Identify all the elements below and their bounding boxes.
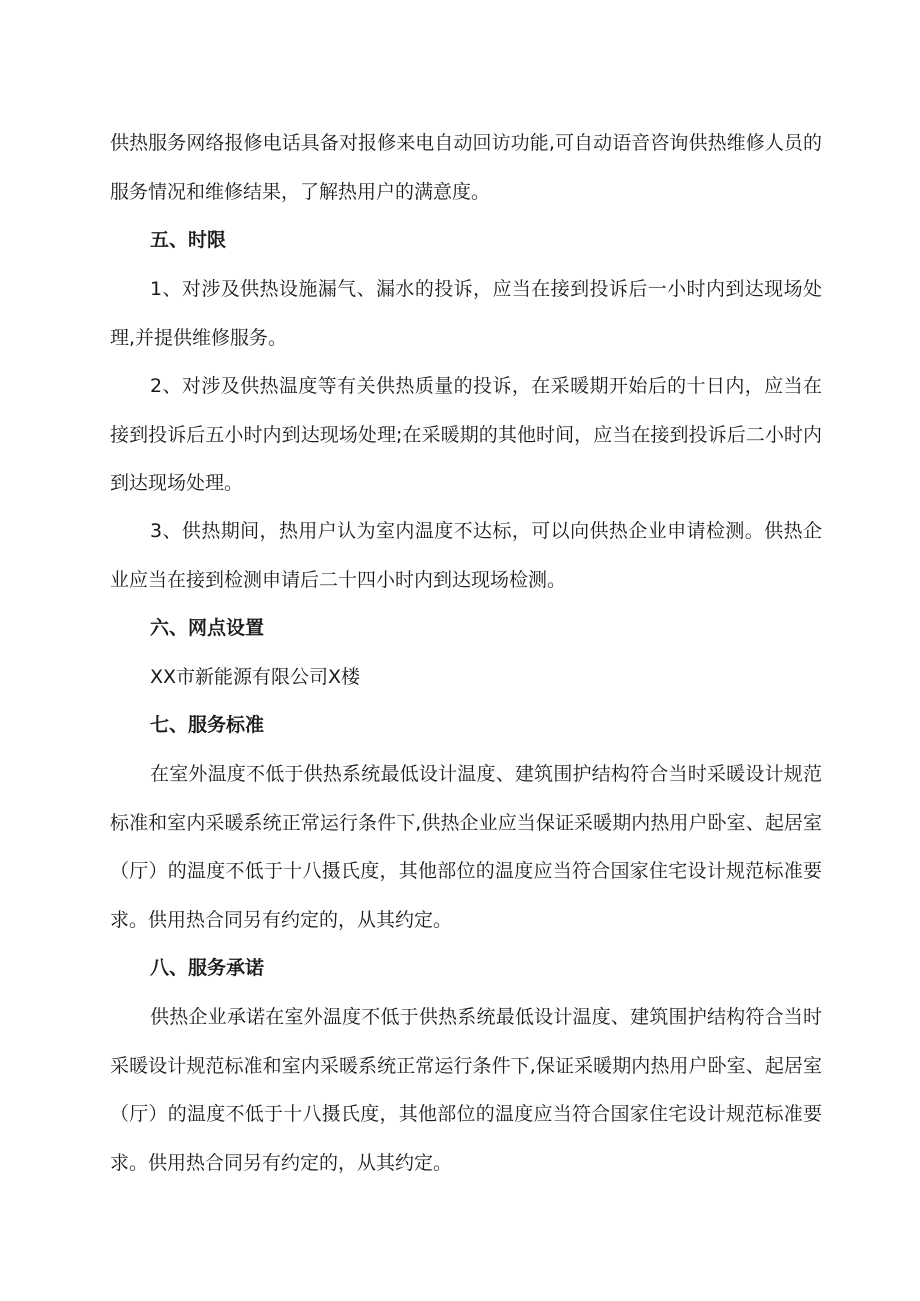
service-outlet-address: XX市新能源有限公司X楼 bbox=[150, 666, 361, 688]
time-limit-item-1: 1、对涉及供热设施漏气、漏水的投诉，应当在接到投诉后一小时内到达现场处理,并提供维修服务。 bbox=[110, 278, 822, 349]
section-heading-service-outlet: 六、网点设置 bbox=[150, 617, 265, 639]
intro-paragraph: 供热服务网络报修电话具备对报修来电自动回访功能,可自动语音咨询供热维修人员的服务情况和维修结果，了解热用户的满意度。 bbox=[110, 132, 822, 203]
time-limit-item-3: 3、供热期间，热用户认为室内温度不达标，可以向供热企业申请检测。供热企业应当在接到检测申请后二十四小时内到达现场检测。 bbox=[110, 520, 822, 591]
service-commitment-body: 供热企业承诺在室外温度不低于供热系统最低设计温度、建筑围护结构符合当时采暖设计规范标准和室内采暖系统正常运行条件下,保证采暖期内热用户卧室、起居室（厅）的温度不低于十八摄氏度，其他部位的温度应当符合国家住宅设计规范标准要求。供用热合同另有约定的，从其约定。 bbox=[110, 1006, 822, 1174]
service-standard-body: 在室外温度不低于供热系统最低设计温度、建筑围护结构符合当时采暖设计规范标准和室内采暖系统正常运行条件下,供热企业应当保证采暖期内热用户卧室、起居室（厅）的温度不低于十八摄氏度，其他部位的温度应当符合国家住宅设计规范标准要求。供用热合同另有约定的，从其约定。 bbox=[110, 763, 822, 931]
section-heading-service-standard: 七、服务标准 bbox=[150, 714, 265, 736]
section-heading-service-commitment: 八、服务承诺 bbox=[150, 957, 265, 979]
section-heading-time-limit: 五、时限 bbox=[150, 229, 227, 251]
time-limit-item-2: 2、对涉及供热温度等有关供热质量的投诉，在采暖期开始后的十日内，应当在接到投诉后五小时内到达现场处理;在采暖期的其他时间，应当在接到投诉后二小时内到达现场处理。 bbox=[110, 375, 822, 494]
